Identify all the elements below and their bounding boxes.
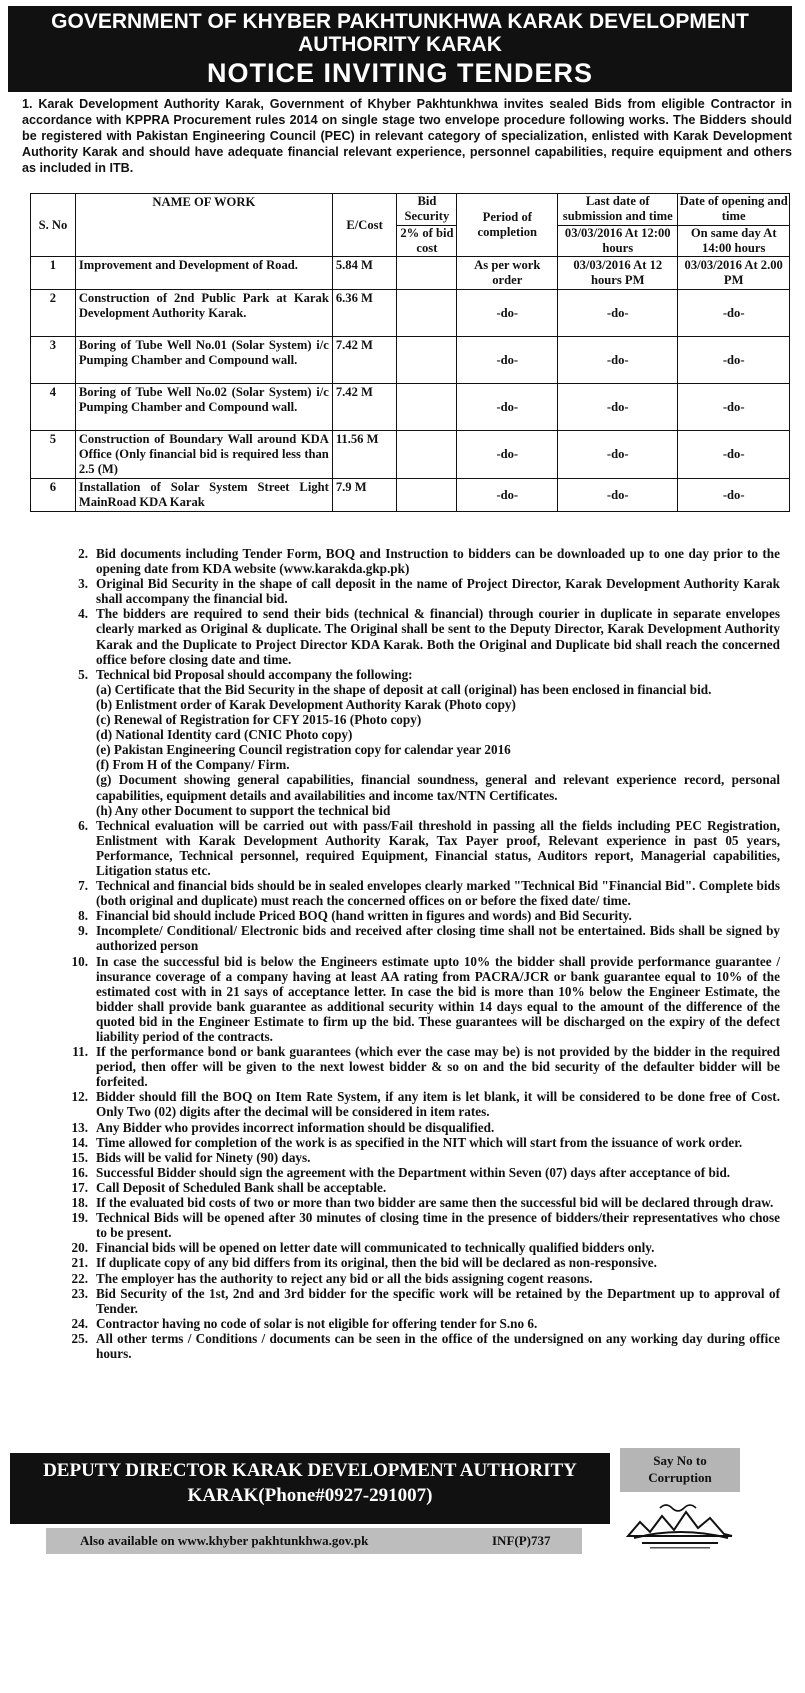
row-cost: 7.9 M [332,479,397,512]
kp-reforming-logo-icon [620,1492,740,1554]
term-subitem: (a) Certificate that the Bid Security in the shape of deposit at call (original) has been enclosed in financial bid. [96,681,712,697]
term-text: Contractor having no code of solar is not eligible for offering tender for S.no 6. [96,1315,538,1331]
header-security-top: Bid Security [397,194,456,226]
term-item [58,576,780,606]
row-cost: 6.36 M [332,290,397,337]
term-text: The employer has the authority to reject any bid or all the bids assigning cogent reasons. [96,1270,593,1286]
term-text: Financial bids will be opened on letter date will communicated to technically qualified bidders only. [96,1240,655,1256]
row-submission: -do- [558,431,678,479]
term-number: 22. [71,1270,88,1286]
notice-title: NOTICE INVITING TENDERS [206,58,594,88]
row-security [397,337,457,384]
row-name: Improvement and Development of Road. [75,257,332,290]
term-text: Bidder should fill the BOQ on Item Rate System, if any item is let blank, it will be considered to be done free of Cost. Only Two (02) digits after the decimal will be considered in item rates. [96,1089,780,1120]
term-item [58,818,780,878]
term-number: 15. [71,1149,88,1165]
row-sno: 1 [31,257,76,290]
term-subitem: (e) Pakistan Engineering Council registration copy for calendar year 2016 [96,742,511,758]
term-item [58,1316,780,1331]
term-number: 9. [78,923,88,939]
signatory-block [10,1453,610,1524]
term-item [58,1331,780,1361]
term-number: 16. [71,1164,88,1180]
row-period: As per work order [457,257,558,290]
row-name: Construction of 2nd Public Park at Karak Development Authority Karak. [75,290,332,337]
term-item [58,1044,780,1089]
term-text: Successful Bidder should sign the agreement with the Department within Seven (07) days after acceptance of bid. [96,1164,731,1180]
row-opening: -do- [678,431,790,479]
row-submission: -do- [558,290,678,337]
term-item [58,1089,780,1119]
row-security [397,257,457,290]
term-number: 13. [71,1119,88,1135]
header-opening-top: Date of opening and time [678,194,789,226]
term-text: Technical evaluation will be carried out with pass/Fail threshold in passing all the fields including PEC Registration, Enlistment with Karak Development Authority Karak, Tax Payer proof, Relevant experience in past 05 years, Performance, Technical personnel, required Equipment, Financial status, Auditors report, Managerial capabilities, Litigation status etc. [96,817,780,878]
row-security [397,290,457,337]
header-period: Period of completion [457,194,558,257]
term-number: 25. [71,1330,88,1346]
term-text: Technical and financial bids should be in sealed envelopes clearly marked "Technical Bid "Financial Bid". Complete bids (both original and duplicate) must reach the concerned offices on or before the fixed date/ time. [96,878,780,909]
row-sno: 2 [31,290,76,337]
signatory-phone: KARAK(Phone#0927-291007) [187,1485,433,1506]
row-submission: -do- [558,479,678,512]
term-text: Time allowed for completion of the work is as specified in the NIT which will start from the issuance of work order. [96,1134,743,1150]
term-number: 4. [78,606,88,622]
term-text: Incomplete/ Conditional/ Electronic bids and received after closing time shall not be entertained. Bids shall be signed by authorized person [96,923,780,954]
term-text: Bid documents including Tender Form, BOQ and Instruction to bidders can be downloaded up to one day prior to the opening date from KDA website (www.karakda.gkp.pk) [96,546,780,577]
row-cost: 7.42 M [332,384,397,431]
term-subitem: (g) Document showing general capabilities, financial soundness, general and relevant experience record, personal capabilities, equipment details and availabilities and income tax/NTN Certificates. [96,772,780,803]
header-line-1: GOVERNMENT OF KHYBER PAKHTUNKHWA KARAK DEVELOPMENT [51,10,749,33]
signatory-title: DEPUTY DIRECTOR KARAK DEVELOPMENT AUTHORITY [43,1460,577,1481]
header-submission [558,194,678,257]
term-text: If the evaluated bid costs of two or more than two bidder are same then the successful bid will be declared through draw. [96,1195,774,1211]
term-text: Financial bid should include Priced BOQ (hand written in figures and words) and Bid Security. [96,908,632,924]
header-line-2: AUTHORITY KARAK [298,33,502,56]
term-subitem: (f) From H of the Company/ Firm. [96,757,290,773]
row-sno: 3 [31,337,76,384]
website-text: Also available on www.khyber pakhtunkhwa.gov.pk [80,1533,369,1548]
term-item [58,1120,780,1135]
term-item [58,1255,780,1270]
table-row [31,431,790,479]
term-subitem: (c) Renewal of Registration for CFY 2015-16 (Photo copy) [96,712,422,728]
term-text: All other terms / Conditions / documents can be seen in the office of the undersigned on any working day during office hours. [96,1330,780,1361]
row-submission: 03/03/2016 At 12 hours PM [558,257,678,290]
row-cost: 5.84 M [332,257,397,290]
term-text-group [96,667,780,818]
terms-list [58,546,780,1361]
term-subitem: (b) Enlistment order of Karak Development Authority Karak (Photo copy) [96,696,516,712]
row-sno: 4 [31,384,76,431]
term-number: 2. [78,546,88,561]
table-row [31,257,790,290]
term-number: 17. [71,1179,88,1195]
row-period: -do- [457,431,558,479]
term-item [58,1210,780,1240]
term-item [58,923,780,953]
row-period: -do- [457,479,558,512]
term-number: 5. [78,666,88,682]
term-item [58,1286,780,1316]
term-text: Bids will be valid for Ninety (90) days. [96,1149,311,1165]
term-item [58,1150,780,1165]
term-item [58,1195,780,1210]
table-row [31,337,790,384]
row-security [397,431,457,479]
term-item [58,1271,780,1286]
term-number: 19. [71,1210,88,1226]
row-name: Boring of Tube Well No.01 (Solar System) i/c Pumping Chamber and Compound wall. [75,337,332,384]
term-number: 21. [71,1255,88,1271]
term-item [58,1240,780,1255]
term-number: 6. [78,817,88,833]
term-text: Technical bid Proposal should accompany the following: [96,666,413,682]
table-header-row [31,194,790,257]
term-text: Original Bid Security in the shape of call deposit in the name of Project Director, Karak Development Authority Karak shall accompany the financial bid. [96,576,780,607]
inf-number: INF(P)737 [492,1533,551,1548]
term-item [58,546,780,576]
term-item [58,667,780,818]
table-row [31,479,790,512]
works-table [30,193,790,512]
term-text: In case the successful bid is below the Engineers estimate upto 10% the bidder shall provide performance guarantee / insurance coverage of a company having at least AA rating from PACRA/JCR or bank guarantee equal to 10% of the estimated cost with in 21 says of acceptance letter. In case the bid is more than 10% below the Engineer Estimate, the bidder shall provide bank guarantee as additional security within 14 days equal to the amount of the difference of the quoted bid in the Engineer Estimate to firm up the bid. These guarantees will be discharged on the expiry of the defect liability period of the contracts. [96,953,780,1044]
term-number: 11. [72,1044,88,1060]
term-text: If the performance bond or bank guarantees (which ever the case may be) is not provided by the bidder in the required period, then offer will be given to the next lowest bidder & so on and the bid security of the defaulter bidder will be forfeited. [96,1044,780,1090]
term-number: 24. [71,1315,88,1331]
term-number: 12. [71,1089,88,1105]
row-opening: -do- [678,384,790,431]
table-row [31,384,790,431]
row-opening: -do- [678,337,790,384]
term-item [58,1165,780,1180]
notice-header [8,6,792,92]
term-text: The bidders are required to send their bids (technical & financial) through courier in duplicate in separate envelopes clearly marked as Original & duplicate. The Original shall be sent to the Deputy Director, Karak Development Authority Karak and the Duplicate to Project Director KDA Karak. Both the Original and Duplicate bid shall reach the concerned office before closing date and time. [96,606,780,667]
term-item [58,606,780,666]
row-period: -do- [457,337,558,384]
term-number: 7. [78,878,88,894]
row-submission: -do- [558,337,678,384]
table-row [31,290,790,337]
row-security [397,479,457,512]
anti-corruption-badge: Say No to Corruption [620,1448,740,1492]
header-name: NAME OF WORK [75,194,332,257]
row-security [397,384,457,431]
term-subitem: (h) Any other Document to support the technical bid [96,802,391,818]
term-text: If duplicate copy of any bid differs from its original, then the bid will be declared as non-responsive. [96,1255,657,1271]
header-submission-top: Last date of submission and time [558,194,677,226]
header-opening-bottom: On same day At 14:00 hours [690,226,777,255]
row-name: Installation of Solar System Street Light MainRoad KDA Karak [75,479,332,512]
website-bar [46,1528,582,1554]
term-number: 14. [71,1134,88,1150]
term-number: 20. [71,1240,88,1256]
header-submission-bottom: 03/03/2016 At 12:00 hours [564,226,671,255]
row-period: -do- [457,384,558,431]
term-number: 18. [71,1195,88,1211]
row-submission: -do- [558,384,678,431]
row-opening: 03/03/2016 At 2.00 PM [678,257,790,290]
row-name: Construction of Boundary Wall around KDA Office (Only financial bid is required less than 2.5 (M) [75,431,332,479]
row-name: Boring of Tube Well No.02 (Solar System) i/c Pumping Chamber and Compound wall. [75,384,332,431]
term-number: 3. [78,576,88,592]
row-sno: 5 [31,431,76,479]
term-subitem: (d) National Identity card (CNIC Photo copy) [96,727,353,743]
row-opening: -do- [678,290,790,337]
row-opening: -do- [678,479,790,512]
term-number: 23. [71,1285,88,1301]
row-sno: 6 [31,479,76,512]
term-text: Call Deposit of Scheduled Bank shall be acceptable. [96,1179,387,1195]
intro-paragraph: 1. Karak Development Authority Karak, Government of Khyber Pakhtunkhwa invites sealed Bids from eligible Contractor in accordance with KPPRA Procurement rules 2014 on single stage two envelope procedure following works. The Bidders should be registered with Pakistan Engineering Council (PEC) in relevant category of specialization, enlisted with Karak Development Authority Karak and should have adequate financial relevant experience, personnel capabilities, require equipment and others as included in ITB. [22,97,792,175]
header-cost: E/Cost [332,194,397,257]
term-item [58,954,780,1045]
row-cost: 7.42 M [332,337,397,384]
header-opening [678,194,790,257]
term-item [58,1135,780,1150]
row-cost: 11.56 M [332,431,397,479]
term-text: Any Bidder who provides incorrect information should be disqualified. [96,1119,495,1135]
term-item [58,878,780,908]
header-security-bottom: 2% of bid cost [400,226,454,255]
header-sno: S. No [31,194,76,257]
term-text: Technical Bids will be opened after 30 minutes of closing time in the presence of bidders/their representatives who chose to be present. [96,1210,780,1241]
term-item [58,1180,780,1195]
term-text: Bid Security of the 1st, 2nd and 3rd bidder for the specific work will be retained by the Department up to approval of Tender. [96,1285,780,1316]
term-number: 10. [71,953,88,969]
term-item [58,908,780,923]
header-security [397,194,457,257]
term-number: 8. [78,908,88,924]
row-period: -do- [457,290,558,337]
